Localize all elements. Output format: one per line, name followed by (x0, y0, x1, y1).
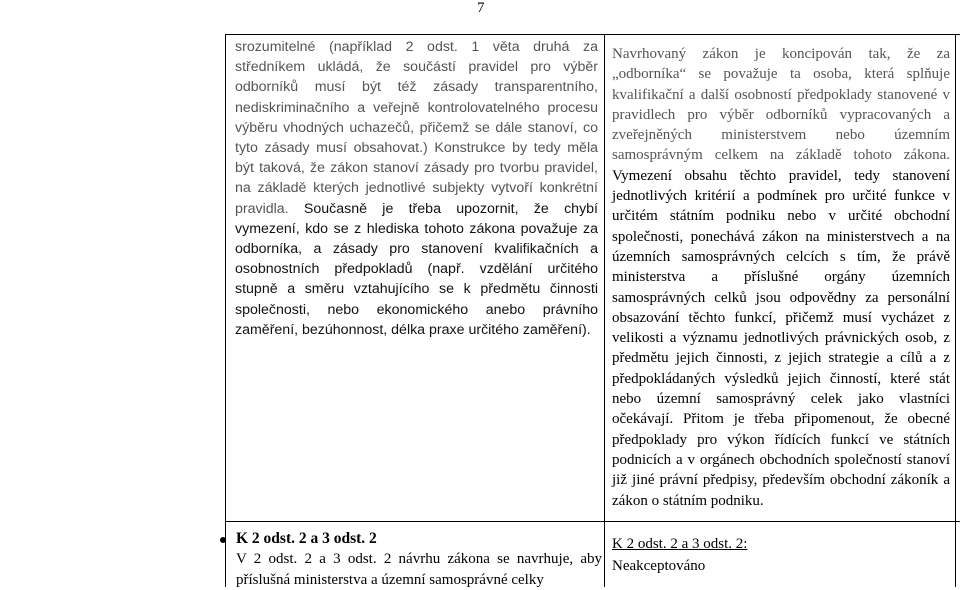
response-text-part1: Navrhovaný zákon je koncipován tak, že za „odborníka“ se považuje ta osoba, která splňuje kvalifikační a další osobností předpoklady stanovené v pravidlech pro výběr odborníků vypracovaných a zveřejněných ministerstvem nebo územním samosprávným celkem na základě tohoto zákona. (612, 46, 950, 164)
bullet-icon (220, 537, 226, 543)
response-heading: K 2 odst. 2 a 3 odst. 2: (612, 536, 748, 552)
response-cell-row2 (612, 534, 950, 577)
comment-text-part2: Současně je třeba upozornit, že chybí vymezení, kdo se z hlediska tohoto zákona považuje za odborníka, a zásady pro stanovení kvalifikačních a osobnostních předpokladů (např. vzdělání určitého stupně a směru vztahujícího se k předmětu činnosti společnosti, nebo ekonomického anebo právního zaměření, bezúhonnost, délka praxe určitého zaměření). (235, 200, 598, 338)
column-divider (604, 34, 605, 587)
response-status: Neakceptováno (612, 558, 706, 575)
comment-heading: K 2 odst. 2 a 3 odst. 2 (236, 530, 377, 547)
comment-cell-row2 (236, 529, 602, 590)
comment-text-part1: srozumitelné (například 2 odst. 1 věta druhá za středníkem ukládá, že součástí pravidel pro výběr odborníků musí být též zásady transparentního, nediskriminačního a veřejně kontrolovatelného procesu výběru vhodných uchazečů, přičemž se dále stanoví, co tyto zásady musí obsahovat.) Konstrukce by tedy měla být taková, že zákon stanoví zásady pro tvorbu pravidel, na základě kterých jednotlivé subjekty vytvoří konkrétní pravidla. (235, 39, 598, 217)
table-left-border (225, 34, 226, 587)
response-cell (612, 44, 950, 511)
comment-cell (235, 37, 598, 340)
comment-body: V 2 odst. 2 a 3 odst. 2 návrhu zákona se navrhuje, aby příslušná ministerstva a územní samosprávné celky (236, 551, 602, 588)
table-right-border (955, 34, 956, 587)
table-top-border (225, 34, 960, 35)
page-number: 7 (477, 0, 485, 16)
row-divider (225, 521, 960, 522)
response-text-part2: Vymezení obsahu těchto pravidel, tedy stanovení jednotlivých kritérií a podmínek pro určité funkce v určitém státním podniku nebo v určité obchodní společnosti, ponechává zákon na ministerstvech a na územních samosprávných celcích s tím, že právě ministerstva a příslušné orgány územních samosprávných celků jsou odpovědny za personální obsazování těchto funkcí, přičemž musí vycházet z velikosti a významu jednotlivých právnických osob, z předmětu jejich činnosti, z jejich strategie a cílů a z předpokládaných výsledků jejich činností, které stát nebo územní samosprávný celek jako vlastníci očekávají. Přitom je třeba připomenout, že obecné předpoklady pro výkon řídících funkcí ve státních podnicích a v orgánech obchodních společností stanoví již jiné právní předpisy, především obchodní zákoník a zákon o státním podniku. (612, 167, 950, 509)
